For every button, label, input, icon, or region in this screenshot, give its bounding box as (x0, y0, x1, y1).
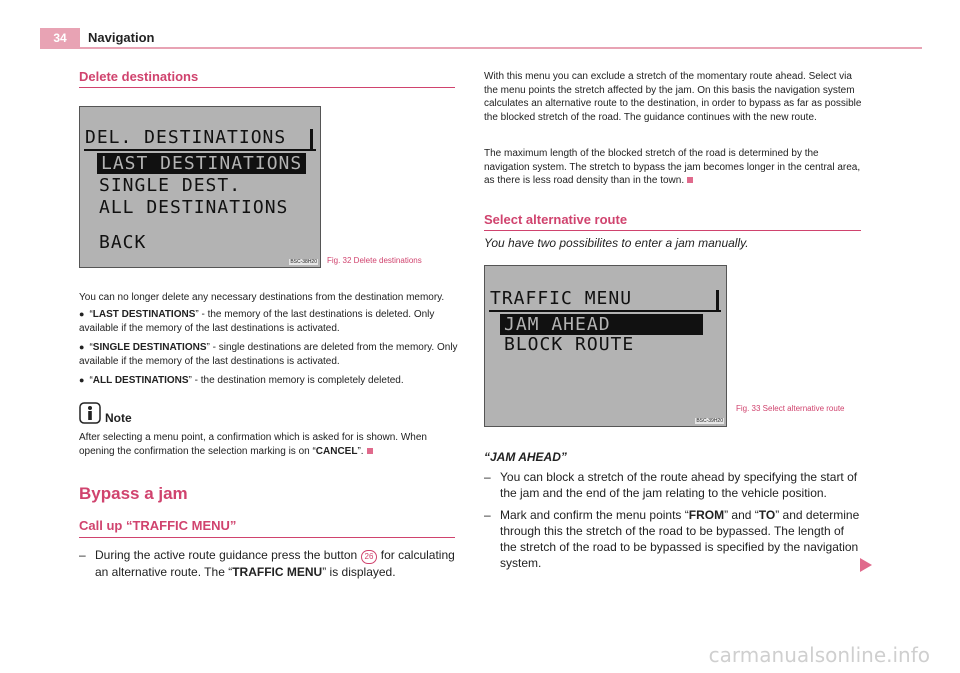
bullet-all-destinations: ● “ALL DESTINATIONS” - the destination memory is completely deleted. (79, 375, 404, 386)
max-length-paragraph: The maximum length of the blocked stretch of the road is determined by the navigation system. The stretch to bypass the jam becomes longer in the central area, as there is less road density than in the town. (484, 148, 861, 186)
section-rule (484, 230, 861, 231)
intro-paragraph: You can no longer delete any necessary destinations from the destination memory. (79, 292, 445, 303)
menu-item-all-destinations: ALL DESTINATIONS (99, 197, 289, 218)
figure-caption-32: Fig. 32 Delete destinations (327, 256, 422, 265)
section-title-delete-destinations: Delete destinations (79, 69, 199, 84)
section-title-select-alternative-route: Select alternative route (484, 212, 628, 227)
screen-title: TRAFFIC MENU (490, 288, 633, 309)
step-dash: – (484, 470, 491, 484)
select-alternative-subtitle: You have two possibilites to enter a jam manually. (484, 236, 749, 250)
menu-item-block-route: BLOCK ROUTE (504, 334, 635, 355)
step-dash: – (484, 508, 491, 522)
heading-bypass-a-jam: Bypass a jam (79, 484, 188, 503)
bullet-single-destinations: ● “SINGLE DESTINATIONS” - single destinations are deleted from the memory. Only available if the memory of the last destinations is activated. (79, 342, 458, 367)
jam-ahead-heading: “JAM AHEAD” (484, 450, 567, 464)
heading-call-up-traffic-menu: Call up “TRAFFIC MENU” (79, 518, 237, 533)
header-rule (40, 47, 922, 49)
screen-title-bracket (716, 290, 719, 312)
step-mark-and-confirm: Mark and confirm the menu points “FROM” and “TO” and determine through this the stretch of the road to be bypassed. The length of the stretch of the road to be bypassed is specified by the navigation system. (500, 508, 860, 570)
note-icon (79, 402, 101, 424)
watermark: carmanualsonline.info (708, 643, 930, 667)
page-number: 34 (40, 28, 80, 48)
step-block-stretch: You can block a stretch of the route ahead by specifying the start of the jam and the end of the jam relating to the vehicle position. (500, 470, 858, 500)
menu-item-back: BACK (99, 232, 147, 253)
bullet-last-destinations: ● “LAST DESTINATIONS” - the memory of the last destinations is deleted. Only available if the memory of the last destinations is activated. (79, 309, 435, 334)
screen-title-underline (489, 310, 721, 312)
note-text: After selecting a menu point, a confirmation which is asked for is shown. When opening the confirmation the selection marking is on “CANCEL”. (79, 432, 427, 457)
screen-title-bracket (310, 129, 313, 151)
step-press-button: During the active route guidance press the button 26 for calculating an alternative route. The “TRAFFIC MENU” is displayed. (95, 548, 455, 579)
delete-destinations-screen (79, 106, 321, 268)
figure-caption-33: Fig. 33 Select alternative route (736, 404, 845, 413)
end-mark (687, 177, 693, 183)
section-rule (79, 87, 455, 88)
figure-code: BSC-39H20 (696, 418, 723, 424)
traffic-menu-screen (484, 265, 727, 427)
end-mark (367, 448, 373, 454)
continue-arrow-icon (860, 558, 872, 577)
section-rule (79, 537, 455, 538)
button-26-symbol: 26 (361, 550, 378, 564)
note-title: Note (105, 411, 132, 425)
screen-title-underline (84, 149, 316, 151)
menu-item-single-dest: SINGLE DEST. (99, 175, 242, 196)
menu-item-jam-ahead: JAM AHEAD (500, 314, 703, 335)
running-title: Navigation (88, 30, 155, 45)
intro-exclude-stretch: With this menu you can exclude a stretch of the momentary route ahead. Select via the menu points the stretch affected by the jam. On this basis the navigation system calculates an alternative route to the destination, in order to bypass as far as possible the blocked stretch of the road. The guidance continues with the new route. (484, 71, 862, 123)
screen-title: DEL. DESTINATIONS (85, 127, 287, 148)
figure-code: BSC-38H20 (290, 259, 317, 265)
step-dash: – (79, 548, 86, 562)
menu-item-last-destinations: LAST DESTINATIONS (97, 153, 306, 174)
